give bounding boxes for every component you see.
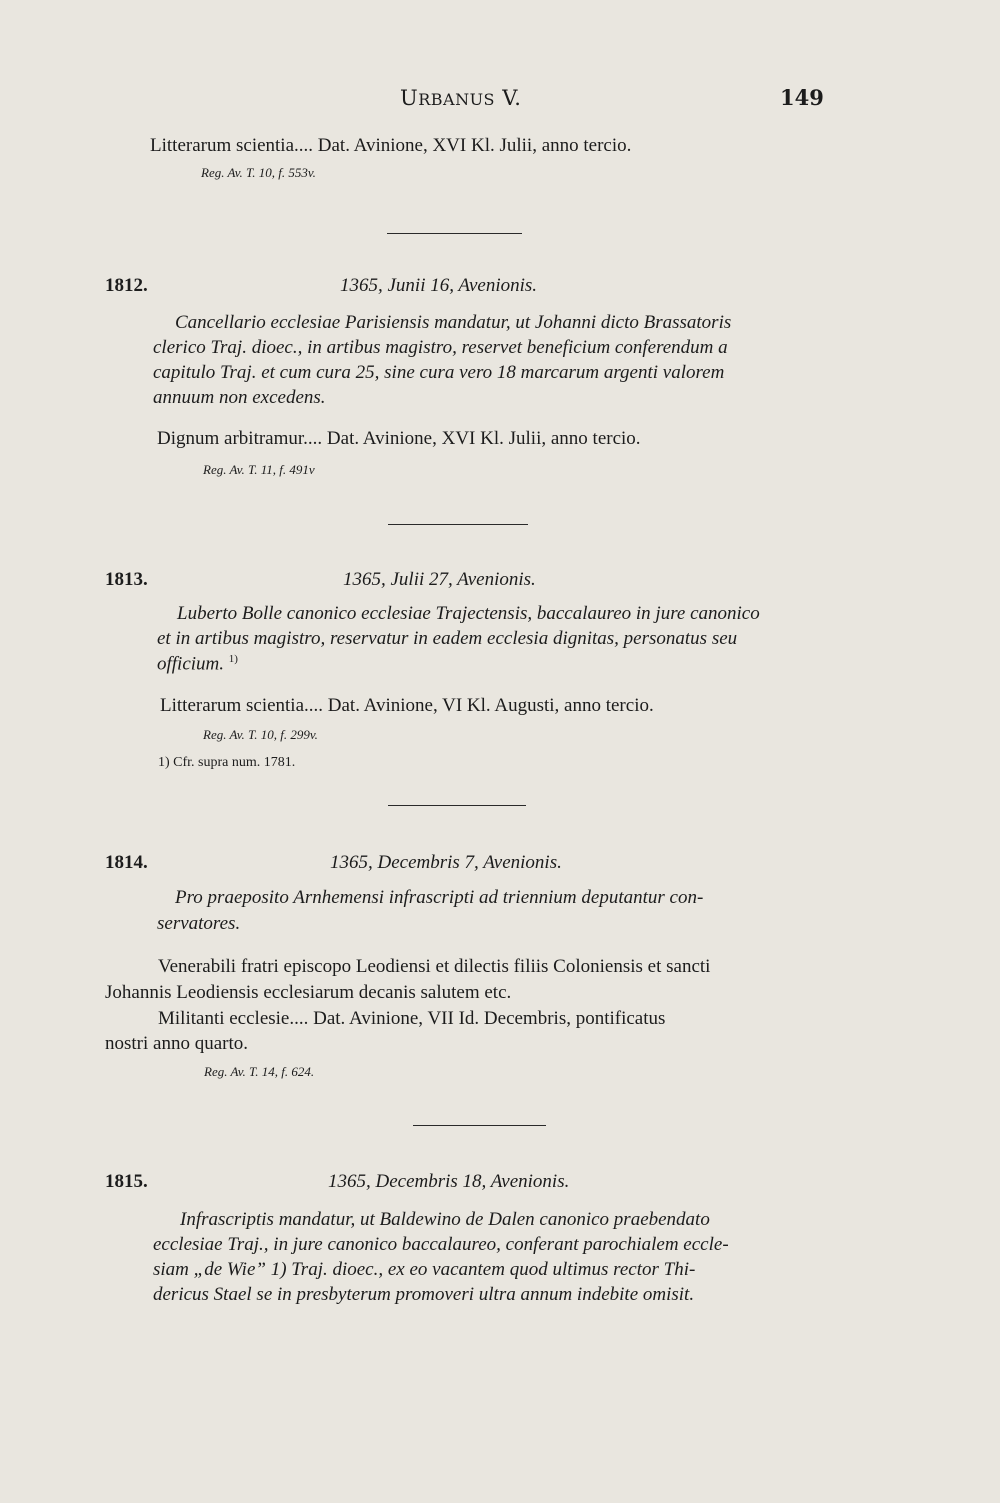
regest-line: annuum non excedens. (153, 387, 326, 408)
text-line: Johannis Leodiensis ecclesiarum decanis salutem etc. (105, 982, 512, 1003)
register-reference: Reg. Av. T. 14, f. 624. (204, 1064, 315, 1079)
entry-number: 1812. (105, 275, 148, 296)
running-head-title: URBANUS V. (400, 86, 522, 110)
regest-line: officium. $^{1)}$ (157, 653, 238, 675)
regest-line: servatores. (157, 913, 241, 934)
entry-date: 1365, Decembris 18, Avenionis. (328, 1171, 570, 1192)
regest-line: siam „de Wie” 1) Traj. dioec., ex eo vacantem quod ultimus rector Thi- (153, 1259, 696, 1280)
regest-line: Pro praeposito Arnhemensi infrascripti ad triennium deputantur con- (175, 887, 704, 908)
regest-line: Luberto Bolle canonico ecclesiae Trajectensis, baccalaureo in jure canonico (177, 603, 760, 624)
separator-rule (387, 233, 522, 234)
register-reference: Reg. Av. T. 10, f. 553v. (201, 165, 316, 180)
regest-line: ecclesiae Traj., in jure canonico baccalaureo, conferant parochialem eccle- (153, 1234, 729, 1255)
entry-number: 1815. (105, 1171, 148, 1192)
text-line: Venerabili fratri episcopo Leodiensi et dilectis filiis Coloniensis et sancti (158, 956, 711, 977)
separator-rule (413, 1125, 546, 1126)
separator-rule (388, 524, 528, 525)
text-line: Militanti ecclesie.... Dat. Avinione, VII Id. Decembris, pontificatus (158, 1008, 666, 1029)
regest-line: et in artibus magistro, reservatur in eadem ecclesia dignitas, personatus seu (157, 628, 738, 649)
regest-line: clerico Traj. dioec., in artibus magistro, reservet beneficium conferendum a (153, 337, 728, 358)
dating-clause: Dignum arbitramur.... Dat. Avinione, XVI Kl. Julii, anno tercio. (157, 428, 641, 449)
entry-number: 1814. (105, 852, 148, 873)
entry-date: 1365, Junii 16, Avenionis. (340, 275, 538, 296)
separator-rule (388, 805, 526, 806)
footnote: 1) Cfr. supra num. 1781. (158, 755, 296, 770)
regest-line: capitulo Traj. et cum cura 25, sine cura vero 18 marcarum argenti valorem (153, 362, 725, 383)
regest-line: Cancellario ecclesiae Parisiensis mandatur, ut Johanni dicto Brassatoris (175, 312, 732, 333)
page-number: 149 (780, 85, 824, 110)
dating-clause: Litterarum scientia.... Dat. Avinione, VI Kl. Augusti, anno tercio. (160, 695, 654, 716)
regest-line: dericus Stael se in presbyterum promoveri ultra annum indebite omisit. (153, 1284, 695, 1305)
text-line: nostri anno quarto. (105, 1033, 249, 1054)
footnote-marker: 1) (228, 653, 238, 665)
entry-date: 1365, Decembris 7, Avenionis. (330, 852, 562, 873)
entry-number: 1813. (105, 569, 148, 590)
dating-clause: Litterarum scientia.... Dat. Avinione, XVI Kl. Julii, anno tercio. (150, 135, 632, 156)
entry-date: 1365, Julii 27, Avenionis. (343, 569, 536, 590)
register-reference: Reg. Av. T. 10, f. 299v. (203, 727, 318, 742)
register-reference: Reg. Av. T. 11, f. 491v (203, 462, 315, 477)
regest-line: Infrascriptis mandatur, ut Baldewino de Dalen canonico praebendato (180, 1209, 710, 1230)
